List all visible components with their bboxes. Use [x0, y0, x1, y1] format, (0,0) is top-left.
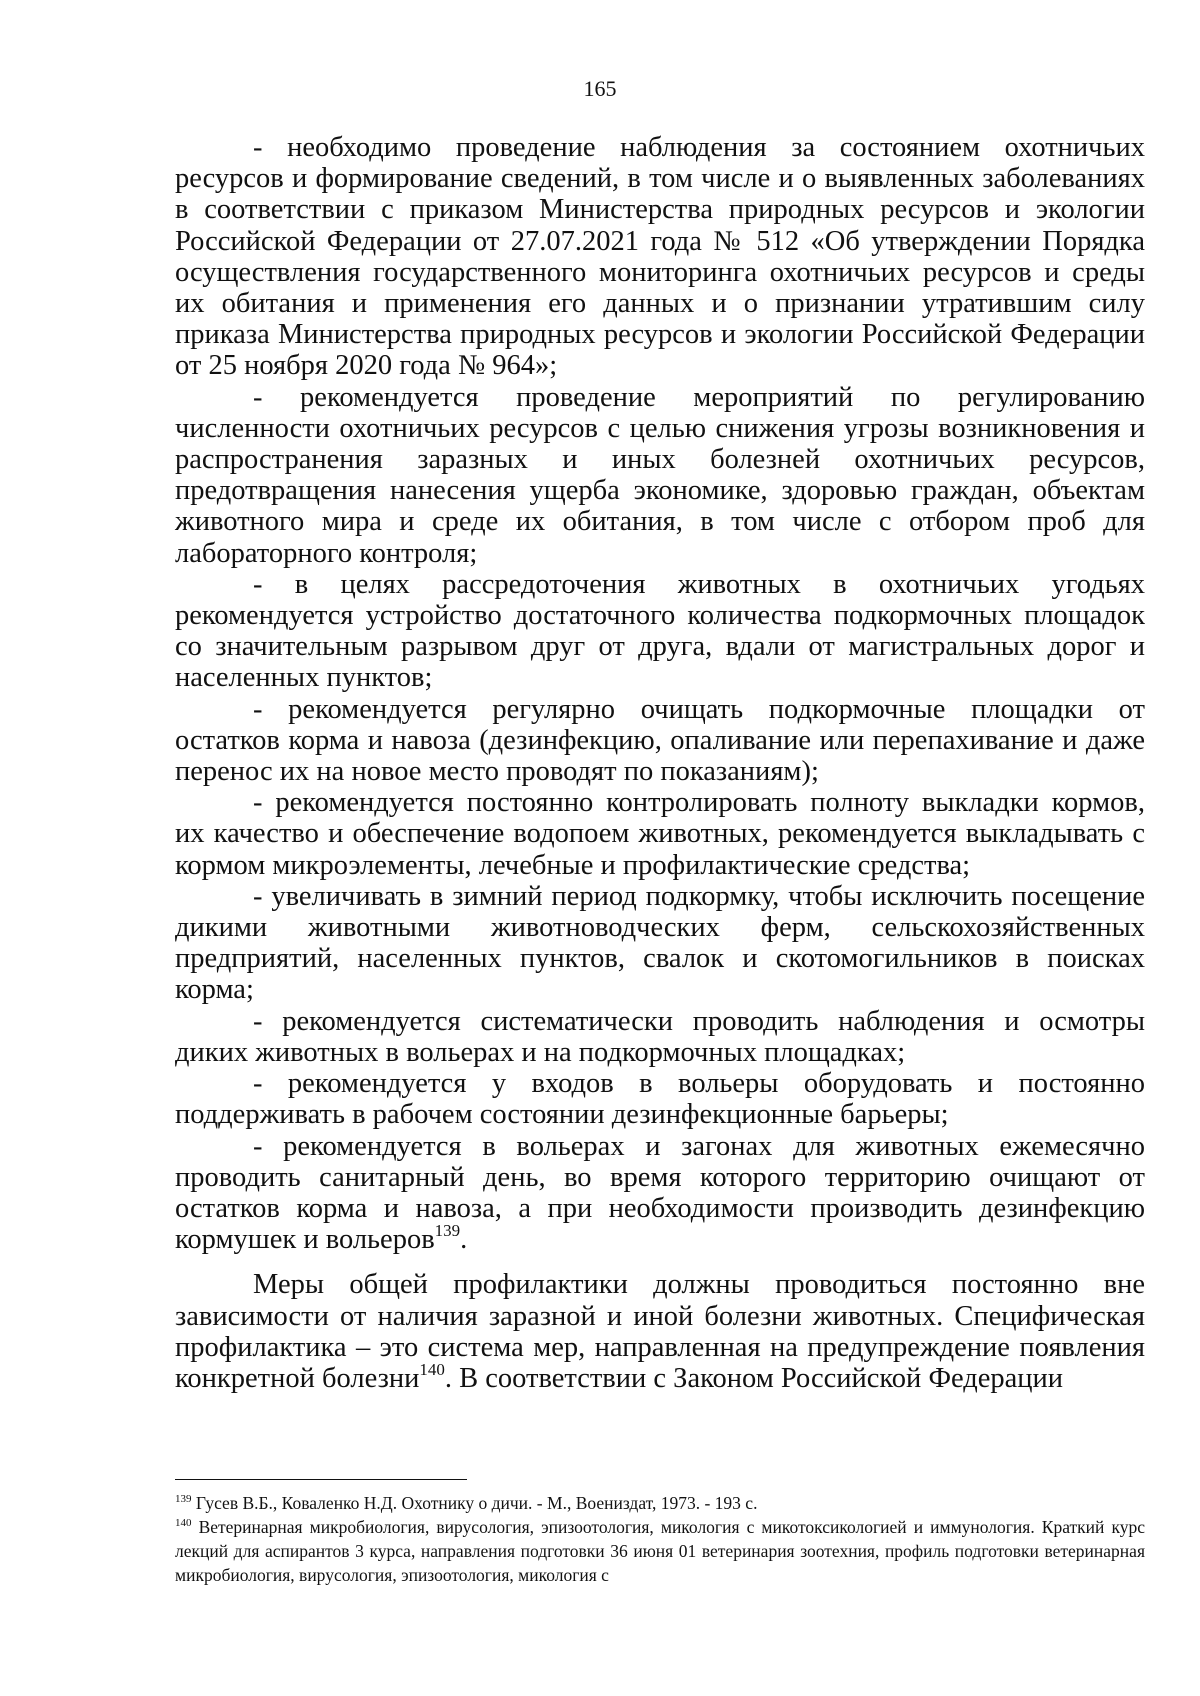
footnote-ref-140[interactable]: 140: [419, 1359, 445, 1379]
paragraph-sanitary-day: [175, 1131, 1145, 1256]
paragraph-general-prevention: [175, 1269, 1145, 1394]
footnotes: [175, 1491, 1145, 1587]
footnote-number: 140: [175, 1517, 192, 1529]
paragraph-feed-control: - рекомендуется постоянно контролировать полноту выкладки кормов, их качество и обеспечение водопоем животных, рекомендуется выкладывать с кормом микроэлементы, лечебные и профилактические средства;: [175, 787, 1145, 881]
paragraph-disinfection-barriers: - рекомендуется у входов в вольеры оборудовать и постоянно поддерживать в рабочем состоянии дезинфекционные барьеры;: [175, 1068, 1145, 1131]
paragraph-sanitary-day-end: .: [460, 1224, 468, 1256]
paragraph-inspections: - рекомендуется систематически проводить наблюдения и осмотры диких животных в вольерах и на подкормочных площадках;: [175, 1005, 1145, 1068]
paragraph-population-regulation: - рекомендуется проведение мероприятий по регулированию численности охотничьих ресурсов с целью снижения угрозы возникновения и распространения заразных и иных болезней охотничьих ресурсов, предотвращения нанесения ущерба экономике, здоровью граждан, объектам животного мира и среде их обитания, в том числе с отбором проб для лабораторного контроля;: [175, 381, 1145, 569]
general-prevention-text-2: . В соответствии с Законом Российской Федерации: [444, 1362, 1064, 1394]
paragraph-cleaning-sites: - рекомендуется регулярно очищать подкормочные площадки от остатков корма и навоза (дезинфекцию, опаливание или перепахивание и даже перенос их на новое место проводят по показаниям);: [175, 693, 1145, 788]
footnote-number: 139: [175, 1493, 192, 1505]
page-number: 165: [583, 76, 617, 101]
paragraph-feeding-sites: - в целях рассредоточения животных в охотничьих угодьях рекомендуется устройство достаточного количества подкормочных площадок со значительным разрывом друг от друга, вдали от магистральных дорог и населенных пунктов;: [175, 568, 1145, 694]
footnote-text: Ветеринарная микробиология, вирусология, эпизоотология, микология с микотоксикологией и иммунология. Краткий курс лекций для аспирантов 3 курса, направления подготовки 36 июня 01 ветеринария зоотехния, профиль подготовки ветеринарная микробиология, вирусология, эпизоотология, микология с: [175, 1517, 1145, 1585]
general-prevention-text-1: Меры общей профилактики должны проводиться постоянно вне зависимости от наличия заразной и иной болезни животных. Специфическая профилактика – это система мер, направленная на предупреждение появления конкретной болезни: [175, 1269, 1145, 1394]
footnote-ref-139[interactable]: 139: [434, 1221, 461, 1241]
paragraph-monitoring: - необходимо проведение наблюдения за состоянием охотничьих ресурсов и формирование сведений, в том числе и о выявленных заболеваниях в соответствии с приказом Министерства природных ресурсов и экологии Российской Федерации от 27.07.2021 года № 512 «Об утверждении Порядка осуществления государственного мониторинга охотничьих ресурсов и среды их обитания и применения его данных и о признании утратившим силу приказа Министерства природных ресурсов и экологии Российской Федерации от 25 ноября 2020 года № 964»;: [175, 132, 1145, 382]
footnote-text: Гусев В.Б., Коваленко Н.Д. Охотнику о дичи. - М., Воениздат, 1973. - 193 с.: [191, 1493, 758, 1513]
footnote-divider: [175, 1479, 467, 1480]
footnote-139: [175, 1491, 1145, 1515]
paragraph-winter-feeding: - увеличивать в зимний период подкормку, чтобы исключить посещение дикими животными животноводческих ферм, сельскохозяйственных предприятий, населенных пунктов, свалок и скотомогильников в поисках корма;: [175, 880, 1145, 1006]
paragraph-sanitary-day-text: - рекомендуется в вольерах и загонах для животных ежемесячно проводить санитарный день, во время которого территорию очищают от остатков корма и навоза, а при необходимости производить дезинфекцию кормушек и вольеров: [175, 1130, 1145, 1256]
body-text: [175, 132, 1145, 1394]
footnote-140: [175, 1515, 1145, 1587]
